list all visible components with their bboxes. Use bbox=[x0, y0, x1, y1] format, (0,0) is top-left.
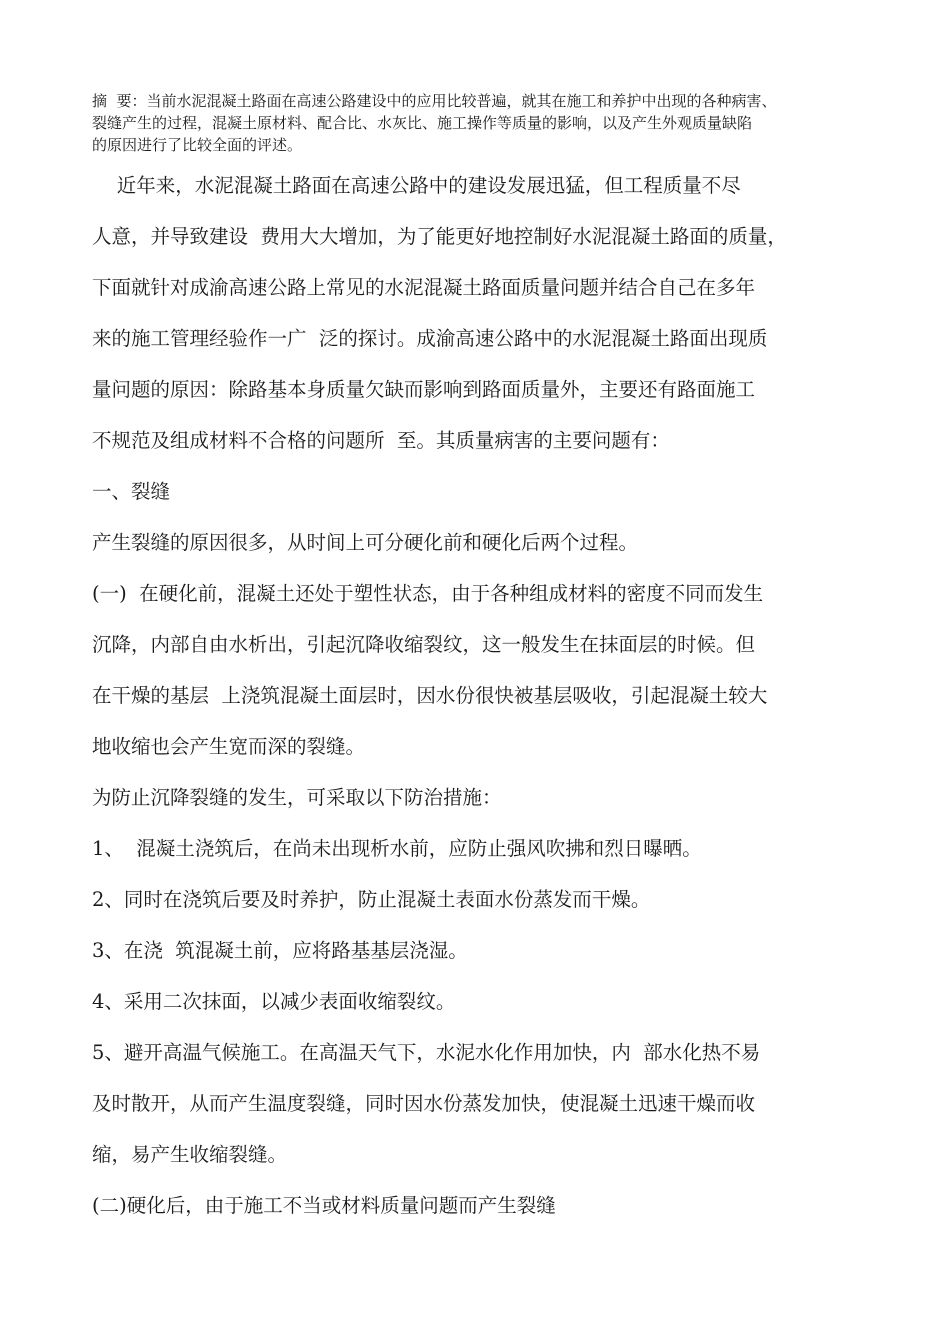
body-line: 产生裂缝的原因很多，从时间上可分硬化前和硬化后两个过程。 bbox=[92, 531, 639, 554]
body-line: (二)硬化后，由于施工不当或材料质量问题而产生裂缝 bbox=[92, 1194, 556, 1217]
body-line: 人意，并导致建设 费用大大增加，为了能更好地控制好水泥混凝土路面的质量， bbox=[92, 225, 787, 248]
list-item: 3、在浇 筑混凝土前，应将路基基层浇湿。 bbox=[92, 939, 468, 962]
body-line: 地收缩也会产生宽而深的裂缝。 bbox=[92, 735, 366, 758]
body-line: 缩，易产生收缩裂缝。 bbox=[92, 1143, 288, 1166]
body-line: 来的施工管理经验作一广 泛的探讨。成渝高速公路中的水泥混凝土路面出现质 bbox=[92, 327, 768, 350]
list-item: 4、采用二次抹面，以减少表面收缩裂纹。 bbox=[92, 990, 456, 1013]
body-line: 在干燥的基层 上浇筑混凝土面层时，因水份很快被基层吸收，引起混凝土较大 bbox=[92, 684, 768, 707]
abstract bbox=[92, 90, 902, 156]
abstract-line: 裂缝产生的过程，混凝土原材料、配合比、水灰比、施工操作等质量的影响，以及产生外观质量缺陷 bbox=[92, 114, 753, 132]
body-line: 量问题的原因：除路基本身质量欠缺而影响到路面质量外，主要还有路面施工 bbox=[92, 378, 756, 401]
abstract-line: 的原因进行了比较全面的评述。 bbox=[92, 136, 303, 154]
body-line: 沉降，内部自由水析出，引起沉降收缩裂纹，这一般发生在抹面层的时候。但 bbox=[92, 633, 756, 656]
body-line: 下面就针对成渝高速公路上常见的水泥混凝土路面质量问题并结合自己在多年 bbox=[92, 276, 756, 299]
body-text bbox=[92, 170, 892, 1241]
list-item: 5、避开高温气候施工。在高温天气下，水泥水化作用加快，内 部水化热不易 bbox=[92, 1041, 761, 1064]
body-line: 为防止沉降裂缝的发生，可采取以下防治措施： bbox=[92, 786, 502, 809]
list-item: 2、同时在浇筑后要及时养护，防止混凝土表面水份蒸发而干燥。 bbox=[92, 888, 651, 911]
list-item: 1、 混凝土浇筑后，在尚未出现析水前，应防止强风吹拂和烈日曝晒。 bbox=[92, 837, 702, 860]
body-line: 不规范及组成材料不合格的问题所 至。其质量病害的主要问题有： bbox=[92, 429, 670, 452]
body-line: 及时散开，从而产生温度裂缝，同时因水份蒸发加快，使混凝土迅速干燥而收 bbox=[92, 1092, 756, 1115]
body-line: 近年来，水泥混凝土路面在高速公路中的建设发展迅猛，但工程质量不尽 bbox=[92, 174, 741, 197]
abstract-line: 摘 要：当前水泥混凝土路面在高速公路建设中的应用比较普遍，就其在施工和养护中出现的各种病害、 bbox=[92, 92, 777, 110]
section-heading: 一、裂缝 bbox=[92, 480, 171, 503]
body-line: (一) 在硬化前，混凝土还处于塑性状态，由于各种组成材料的密度不同而发生 bbox=[92, 582, 764, 605]
